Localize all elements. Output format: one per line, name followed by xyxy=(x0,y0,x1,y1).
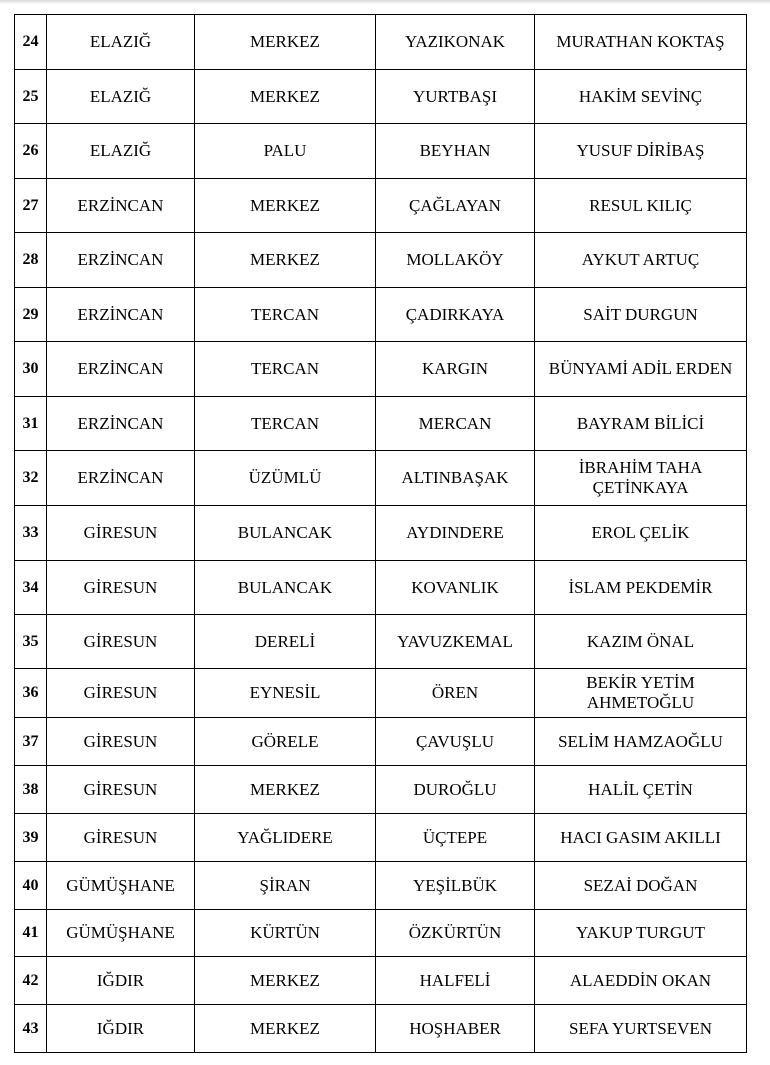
village-cell: ÇAĞLAYAN xyxy=(376,179,535,233)
district-cell: MERKEZ xyxy=(195,766,376,814)
table-row xyxy=(15,814,747,862)
village-cell: AYDINDERE xyxy=(376,506,535,561)
village-cell: YEŞİLBÜK xyxy=(376,862,535,910)
name-cell xyxy=(535,451,747,506)
row-number: 41 xyxy=(15,910,47,957)
name-cell: HALİL ÇETİN xyxy=(535,766,747,814)
district-cell: BULANCAK xyxy=(195,561,376,615)
village-cell: KARGIN xyxy=(376,342,535,397)
name-cell: SEFA YURTSEVEN xyxy=(535,1005,747,1053)
district-cell: BULANCAK xyxy=(195,506,376,561)
name-cell: SELİM HAMZAOĞLU xyxy=(535,718,747,766)
table-row xyxy=(15,615,747,669)
row-number: 43 xyxy=(15,1005,47,1053)
table-row xyxy=(15,669,747,718)
row-number: 27 xyxy=(15,179,47,233)
district-cell: ÜZÜMLÜ xyxy=(195,451,376,506)
province-cell: ELAZIĞ xyxy=(47,70,195,124)
province-cell: GÜMÜŞHANE xyxy=(47,862,195,910)
district-cell: DERELİ xyxy=(195,615,376,669)
row-number: 38 xyxy=(15,766,47,814)
row-number: 28 xyxy=(15,233,47,288)
province-cell: IĞDIR xyxy=(47,1005,195,1053)
list-table xyxy=(14,14,747,1053)
village-cell: ÖREN xyxy=(376,669,535,718)
district-cell: GÖRELE xyxy=(195,718,376,766)
district-cell: MERKEZ xyxy=(195,233,376,288)
village-cell: ÜÇTEPE xyxy=(376,814,535,862)
row-number: 32 xyxy=(15,451,47,506)
name-cell: AYKUT ARTUÇ xyxy=(535,233,747,288)
table-row xyxy=(15,288,747,342)
district-cell: KÜRTÜN xyxy=(195,910,376,957)
row-number: 30 xyxy=(15,342,47,397)
table-row xyxy=(15,1005,747,1053)
district-cell: ŞİRAN xyxy=(195,862,376,910)
name-cell: KAZIM ÖNAL xyxy=(535,615,747,669)
table-row xyxy=(15,397,747,451)
province-cell: GÜMÜŞHANE xyxy=(47,910,195,957)
table-row xyxy=(15,451,747,506)
district-cell: TERCAN xyxy=(195,397,376,451)
name-cell xyxy=(535,669,747,718)
table-body xyxy=(15,15,747,1053)
name-cell: YUSUF DİRİBAŞ xyxy=(535,124,747,179)
row-number: 29 xyxy=(15,288,47,342)
province-cell: IĞDIR xyxy=(47,957,195,1005)
name-cell: SEZAİ DOĞAN xyxy=(535,862,747,910)
name-cell: ALAEDDİN OKAN xyxy=(535,957,747,1005)
table-row xyxy=(15,342,747,397)
province-cell: GİRESUN xyxy=(47,506,195,561)
row-number: 34 xyxy=(15,561,47,615)
table-row xyxy=(15,124,747,179)
province-cell: ERZİNCAN xyxy=(47,179,195,233)
province-cell: GİRESUN xyxy=(47,814,195,862)
province-cell: GİRESUN xyxy=(47,561,195,615)
name-cell: RESUL KILIÇ xyxy=(535,179,747,233)
province-cell: ERZİNCAN xyxy=(47,233,195,288)
row-number: 40 xyxy=(15,862,47,910)
name-cell: EROL ÇELİK xyxy=(535,506,747,561)
village-cell: ALTINBAŞAK xyxy=(376,451,535,506)
village-cell: MOLLAKÖY xyxy=(376,233,535,288)
province-cell: GİRESUN xyxy=(47,615,195,669)
top-edge-shadow xyxy=(0,0,770,4)
row-number: 26 xyxy=(15,124,47,179)
village-cell: BEYHAN xyxy=(376,124,535,179)
province-cell: ELAZIĞ xyxy=(47,124,195,179)
district-cell: TERCAN xyxy=(195,342,376,397)
row-number: 33 xyxy=(15,506,47,561)
name-cell: BAYRAM BİLİCİ xyxy=(535,397,747,451)
village-cell: YAZIKONAK xyxy=(376,15,535,70)
row-number: 39 xyxy=(15,814,47,862)
table-row xyxy=(15,561,747,615)
table-row xyxy=(15,766,747,814)
province-cell: GİRESUN xyxy=(47,766,195,814)
name-cell: YAKUP TURGUT xyxy=(535,910,747,957)
name-cell: BÜNYAMİ ADİL ERDEN xyxy=(535,342,747,397)
table-row xyxy=(15,910,747,957)
table-row xyxy=(15,70,747,124)
row-number: 31 xyxy=(15,397,47,451)
name-cell: MURATHAN KOKTAŞ xyxy=(535,15,747,70)
village-cell: MERCAN xyxy=(376,397,535,451)
district-cell: TERCAN xyxy=(195,288,376,342)
row-number: 25 xyxy=(15,70,47,124)
province-cell: ERZİNCAN xyxy=(47,451,195,506)
village-cell: YURTBAŞI xyxy=(376,70,535,124)
village-cell: HALFELİ xyxy=(376,957,535,1005)
district-cell: PALU xyxy=(195,124,376,179)
row-number: 42 xyxy=(15,957,47,1005)
name-cell: HAKİM SEVİNÇ xyxy=(535,70,747,124)
province-cell: ERZİNCAN xyxy=(47,397,195,451)
name-text: BEKİR YETİM AHMETOĞLU xyxy=(586,673,695,712)
province-cell: GİRESUN xyxy=(47,718,195,766)
province-cell: ELAZIĞ xyxy=(47,15,195,70)
name-cell: HACI GASIM AKILLI xyxy=(535,814,747,862)
village-cell: KOVANLIK xyxy=(376,561,535,615)
table-row xyxy=(15,506,747,561)
name-cell: SAİT DURGUN xyxy=(535,288,747,342)
table-row xyxy=(15,862,747,910)
district-cell: MERKEZ xyxy=(195,15,376,70)
table-row xyxy=(15,718,747,766)
district-cell: MERKEZ xyxy=(195,70,376,124)
province-cell: GİRESUN xyxy=(47,669,195,718)
village-cell: ÖZKÜRTÜN xyxy=(376,910,535,957)
table-row xyxy=(15,15,747,70)
name-cell: İSLAM PEKDEMİR xyxy=(535,561,747,615)
district-cell: MERKEZ xyxy=(195,957,376,1005)
district-cell: MERKEZ xyxy=(195,1005,376,1053)
district-cell: MERKEZ xyxy=(195,179,376,233)
village-cell: YAVUZKEMAL xyxy=(376,615,535,669)
row-number: 36 xyxy=(15,669,47,718)
village-cell: HOŞHABER xyxy=(376,1005,535,1053)
province-cell: ERZİNCAN xyxy=(47,288,195,342)
name-text: İBRAHİM TAHA ÇETİNKAYA xyxy=(578,458,703,497)
village-cell: ÇADIRKAYA xyxy=(376,288,535,342)
village-cell: ÇAVUŞLU xyxy=(376,718,535,766)
district-cell: YAĞLIDERE xyxy=(195,814,376,862)
province-cell: ERZİNCAN xyxy=(47,342,195,397)
row-number: 37 xyxy=(15,718,47,766)
village-cell: DUROĞLU xyxy=(376,766,535,814)
table-row xyxy=(15,179,747,233)
row-number: 35 xyxy=(15,615,47,669)
row-number: 24 xyxy=(15,15,47,70)
table-row xyxy=(15,957,747,1005)
district-cell: EYNESİL xyxy=(195,669,376,718)
table-row xyxy=(15,233,747,288)
